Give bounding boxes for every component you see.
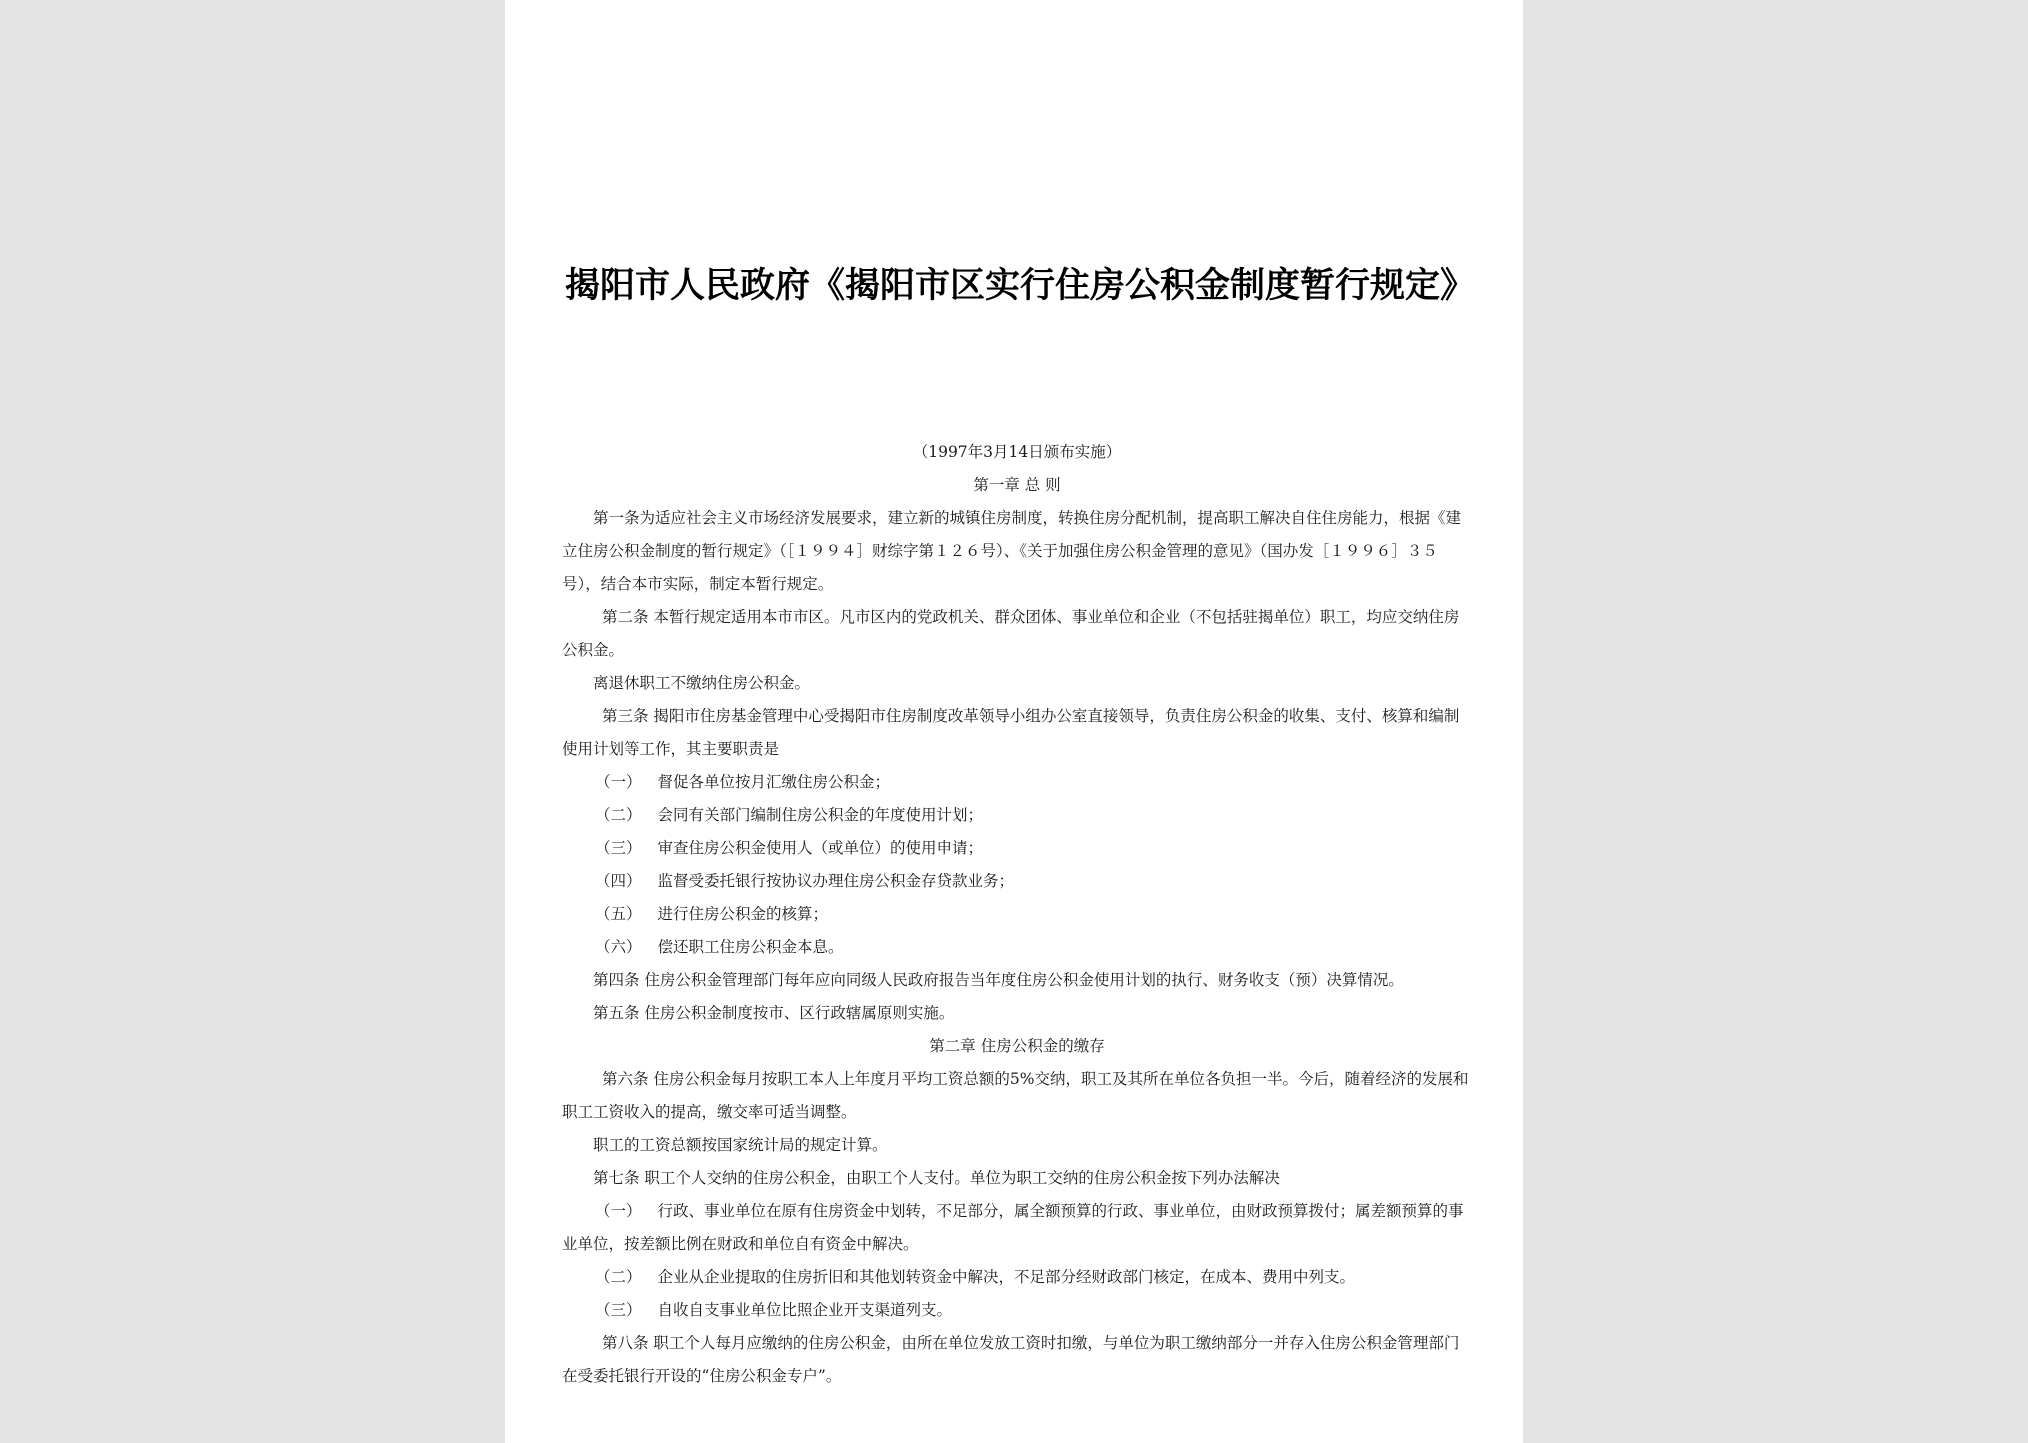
list-item-text: 企业从企业提取的住房折旧和其他划转资金中解决，不足部分经财政部门核定，在成本、费用中列支。 xyxy=(657,1268,1356,1286)
list-item-text: 督促各单位按月汇缴住房公积金； xyxy=(657,773,891,791)
chapter-heading: 第二章 住房公积金的缴存 xyxy=(929,1037,1105,1055)
list-item-number: （四） xyxy=(595,872,642,890)
article-paragraph: 第二条 本暂行规定适用本市市区。凡市区内的党政机关、群众团体、事业单位和企业（不包括驻揭单位）职工，均应交纳住房公积金。 xyxy=(562,608,1460,659)
list-item-number: （三） xyxy=(595,1301,642,1319)
list-item xyxy=(562,1294,1472,1327)
article-paragraph: 第六条 住房公积金每月按职工本人上年度月平均工资总额的5%交纳，职工及其所在单位各负担一半。今后，随着经济的发展和职工工资收入的提高，缴交率可适当调整。 xyxy=(562,1070,1469,1121)
list-item-text: 偿还职工住房公积金本息。 xyxy=(657,938,844,956)
document-page xyxy=(505,0,1523,1443)
list-item-text: 审查住房公积金使用人（或单位）的使用申请； xyxy=(657,839,984,857)
article-note: 离退休职工不缴纳住房公积金。 xyxy=(593,674,811,692)
list-item xyxy=(562,898,1472,931)
issue-date: （1997年3月14日颁布实施） xyxy=(912,443,1122,461)
list-item-number: （一） xyxy=(595,773,642,791)
list-item xyxy=(562,799,1472,832)
list-item xyxy=(562,931,1472,964)
document-body xyxy=(562,436,1472,1393)
list-item-text: 监督受委托银行按协议办理住房公积金存贷款业务； xyxy=(657,872,1015,890)
article-paragraph: 第一条为适应社会主义市场经济发展要求，建立新的城镇住房制度，转换住房分配机制，提高职工解决自住住房能力，根据《建立住房公积金制度的暂行规定》（［１９９４］财综字第１２６号）、《关于加强住房公积金管理的意见》（国办发［１９９６］３５号），结合本市实际，制定本暂行规定。 xyxy=(562,509,1462,593)
chapter-heading: 第一章 总 则 xyxy=(973,476,1061,494)
article-paragraph: 第七条 职工个人交纳的住房公积金，由职工个人支付。单位为职工交纳的住房公积金按下列办法解决 xyxy=(593,1169,1280,1187)
document-title: 揭阳市人民政府《揭阳市区实行住房公积金制度暂行规定》 xyxy=(565,266,1476,306)
list-item-text: 行政、事业单位在原有住房资金中划转，不足部分，属全额预算的行政、事业单位，由财政预算拨付；属差额预算的事业单位，按差额比例在财政和单位自有资金中解决。 xyxy=(562,1202,1464,1253)
article-note: 职工的工资总额按国家统计局的规定计算。 xyxy=(593,1136,888,1154)
list-item-text: 自收自支事业单位比照企业开支渠道列支。 xyxy=(657,1301,953,1319)
list-item-text: 会同有关部门编制住房公积金的年度使用计划； xyxy=(657,806,984,824)
article-paragraph: 第五条 住房公积金制度按市、区行政辖属原则实施。 xyxy=(593,1004,955,1022)
list-item-number: （六） xyxy=(595,938,642,956)
list-item-number: （一） xyxy=(595,1202,642,1220)
article-paragraph: 第八条 职工个人每月应缴纳的住房公积金，由所在单位发放工资时扣缴，与单位为职工缴纳部分一并存入住房公积金管理部门在受委托银行开设的“住房公积金专户”。 xyxy=(562,1334,1460,1385)
list-item xyxy=(562,1195,1472,1261)
list-item-number: （二） xyxy=(595,806,642,824)
list-item xyxy=(562,865,1472,898)
article-paragraph: 第三条 揭阳市住房基金管理中心受揭阳市住房制度改革领导小组办公室直接领导，负责住房公积金的收集、支付、核算和编制使用计划等工作，其主要职责是 xyxy=(562,707,1460,758)
list-item-number: （五） xyxy=(595,905,642,923)
list-item-number: （二） xyxy=(595,1268,642,1286)
list-item xyxy=(562,832,1472,865)
article-paragraph: 第四条 住房公积金管理部门每年应向同级人民政府报告当年度住房公积金使用计划的执行、财务收支（预）决算情况。 xyxy=(593,971,1404,989)
list-item xyxy=(562,766,1472,799)
list-item-text: 进行住房公积金的核算； xyxy=(657,905,829,923)
list-item xyxy=(562,1261,1472,1294)
list-item-number: （三） xyxy=(595,839,642,857)
